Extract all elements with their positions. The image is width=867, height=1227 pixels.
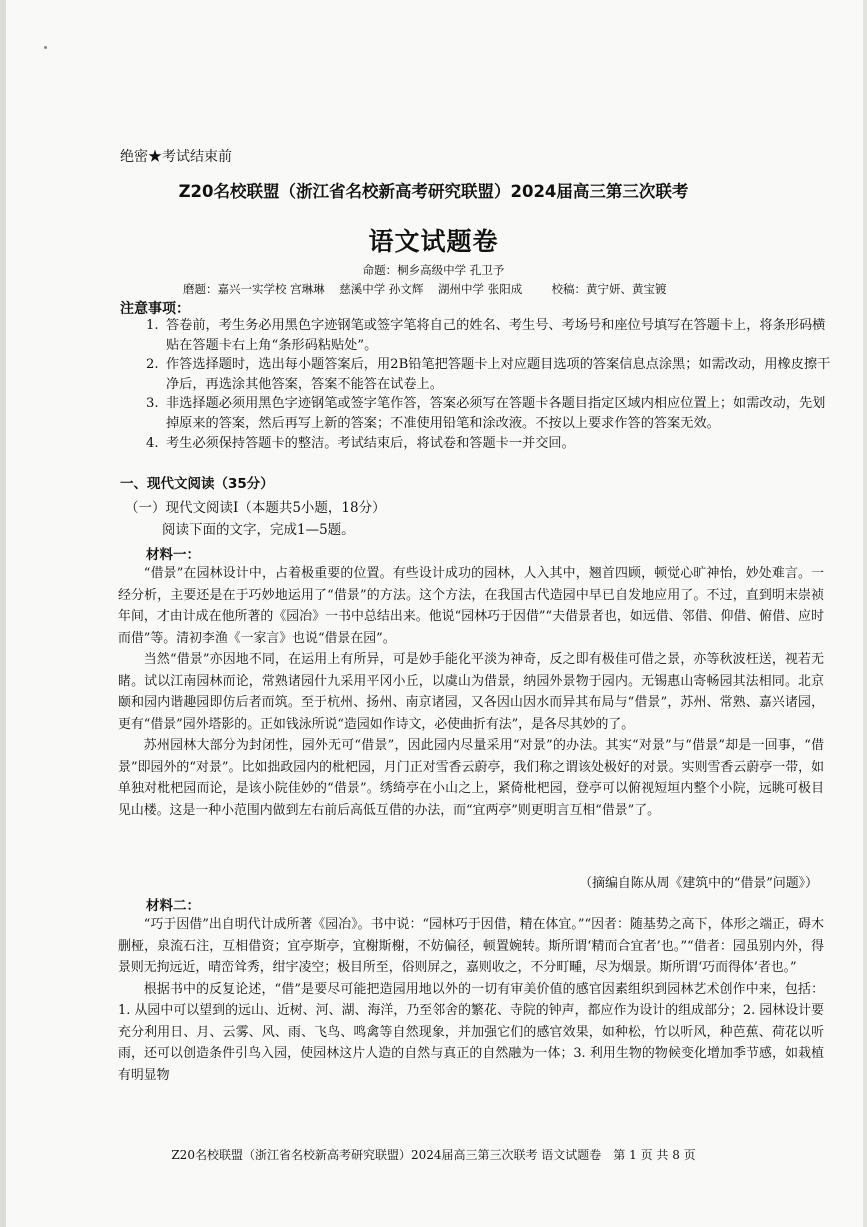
notice-heading: 注意事项： [120, 301, 190, 317]
scan-speck [44, 46, 47, 49]
notice-number: 4. [146, 435, 159, 451]
material-1-source: （摘编自陈从周《建筑中的“借景”问题》） [579, 876, 818, 891]
exam-title: Z20名校联盟（浙江省名校新高考研究联盟）2024届高三第三次联考 [178, 182, 689, 201]
material-2-body [118, 914, 824, 1086]
subsection-heading: （一）现代文阅读Ⅰ（本题共5小题，18分） [125, 500, 386, 516]
paragraph: 当然“借景”亦因地不同，在运用上有所异，可是妙手能化平淡为神奇，反之即有极佳可借之景，亦等秋波枉送，视若无睹。试以江南园林而论，常熟诸园什九采用平冈小丘，以虞山为借景，纳园外景物于园内。无锡惠山寄畅园其法相同。北京颐和园内谐趣园即仿后者而筑。至于杭州、扬州、南京诸园，又各因山因水而异其布局与“借景”，苏州、常熟、嘉兴诸园，更有“借景”园外塔影的。正如钱泳所说“造园如作诗文，必使曲折有法”，是各尽其妙的了。 [118, 652, 824, 732]
notice-number: 3. [146, 396, 159, 412]
notice-item [146, 394, 836, 433]
paragraph: “巧于因借”出自明代计成所著《园冶》。书中说：“园林巧于因借，精在体宜。”“因者：随基势之高下，体形之端正，碍木删桠，泉流石注，互相借资；宜亭斯亭，宜榭斯榭，不妨偏径，顿置婉转。斯所谓‘精而合宜者’也。”“借者：园虽别内外，得景则无拘远近，晴峦耸秀，绀宇凌空；极目所至，俗则屏之，嘉则收之，不分町畽，尽为烟景。斯所谓‘巧而得体’者也。” [118, 917, 824, 975]
paragraph: 根据书中的反复论述，“借”是要尽可能把造园用地以外的一切有审美价值的感官因素组织到园林艺术创作中来，包括：1. 从园中可以望到的远山、近树、河、湖、海洋，乃至邻舍的繁花、寺院的钟声，都应作为设计的组成部分；2. 园林设计要充分利用日、月、云雾、风、雨、飞鸟、鸣禽等自然现象，并加强它们的感官效果，如种松，竹以听风，种芭蕉、荷花以听雨，还可以创造条件引鸟入园，使园林这片人造的自然与真正的自然融为一体；3. 利用生物的物候变化增加季节感，如栽植有明显物 [118, 981, 824, 1083]
material-1-label: 材料一： [146, 547, 200, 563]
secret-label: 绝密★考试结束前 [120, 149, 232, 165]
material-1-body [118, 563, 824, 821]
author-line: 命题：桐乡高级中学 孔卫予 [362, 263, 505, 277]
notice-text: 答卷前，考生务必用黑色字迹钢笔或签字笔将自己的姓名、考生号、考场号和座位号填写在答题卡上，将条形码横贴在答题卡右上角“条形码粘贴处”。 [166, 318, 826, 353]
section-heading: 一、现代文阅读（35分） [120, 476, 274, 492]
notice-item [146, 316, 836, 355]
subject-title: 语文试题卷 [368, 227, 499, 256]
reading-instruction: 阅读下面的文字，完成1—5题。 [162, 522, 355, 538]
notice-text: 作答选择题时，选出每小题答案后，用2B铅笔把答题卡上对应题目选项的答案信息点涂黑；如需改动，用橡皮擦干净后，再选涂其他答案，答案不能答在试卷上。 [166, 357, 831, 392]
notice-item [146, 355, 836, 394]
notice-text: 考生必须保持答题卡的整洁。考试结束后，将试卷和答题卡一并交回。 [166, 435, 575, 451]
material-2-label: 材料二： [146, 898, 200, 914]
review-line: 磨题：嘉兴一实学校 宫琳琳 慈溪中学 孙文辉 湖州中学 张阳成 校稿：黄宁妍、黄宝镀 [183, 282, 667, 296]
notice-number: 2. [146, 357, 159, 373]
notice-list [146, 316, 836, 453]
notice-number: 1. [146, 318, 159, 333]
paragraph: “借景”在园林设计中，占着极重要的位置。有些设计成功的园林，人入其中，翘首四顾，顿觉心旷神怡，妙处难言。一经分析，主要还是在于巧妙地运用了“借景”的方法。这个方法，在我国古代造园中早已自发地应用了。不过，直到明末崇祯年间，才由计成在他所著的《园冶》一书中总结出来。他说“园林巧于因借”“夫借景者也，如远借、邻借、仰借、俯借、应时而借”等。清初李渔《一家言》也说“借景在园”。 [118, 566, 824, 646]
notice-text: 非选择题必须用黑色字迹钢笔或签字笔作答，答案必须写在答题卡各题目指定区域内相应位置上；如需改动，先划掉原来的答案，然后再写上新的答案；不准使用铅笔和涂改液。不按以上要求作答的答案无效。 [166, 396, 826, 431]
page-footer: Z20名校联盟（浙江省名校新高考研究联盟）2024届高三第三次联考 语文试题卷 第 1 页 共 8 页 [171, 1148, 696, 1162]
paragraph: 苏州园林大部分为封闭性，园外无可“借景”，因此园内尽量采用“对景”的办法。其实“对景”与“借景”却是一回事，“借景”即园外的“对景”。比如拙政园内的枇杷园，月门正对雪香云蔚亭，我们称之谓该处极好的对景。实则雪香云蔚亭一带，如单独对枇杷园而论，是该小院佳妙的“借景”。绣绮亭在小山之上，紧倚枇杷园，登亭可以俯视短垣内整个小院，远眺可极目见山楼。这是一种小范围内做到左右前后高低互借的办法，而“宜两亭”则更明言互相“借景”了。 [118, 738, 824, 818]
notice-item [146, 434, 836, 454]
